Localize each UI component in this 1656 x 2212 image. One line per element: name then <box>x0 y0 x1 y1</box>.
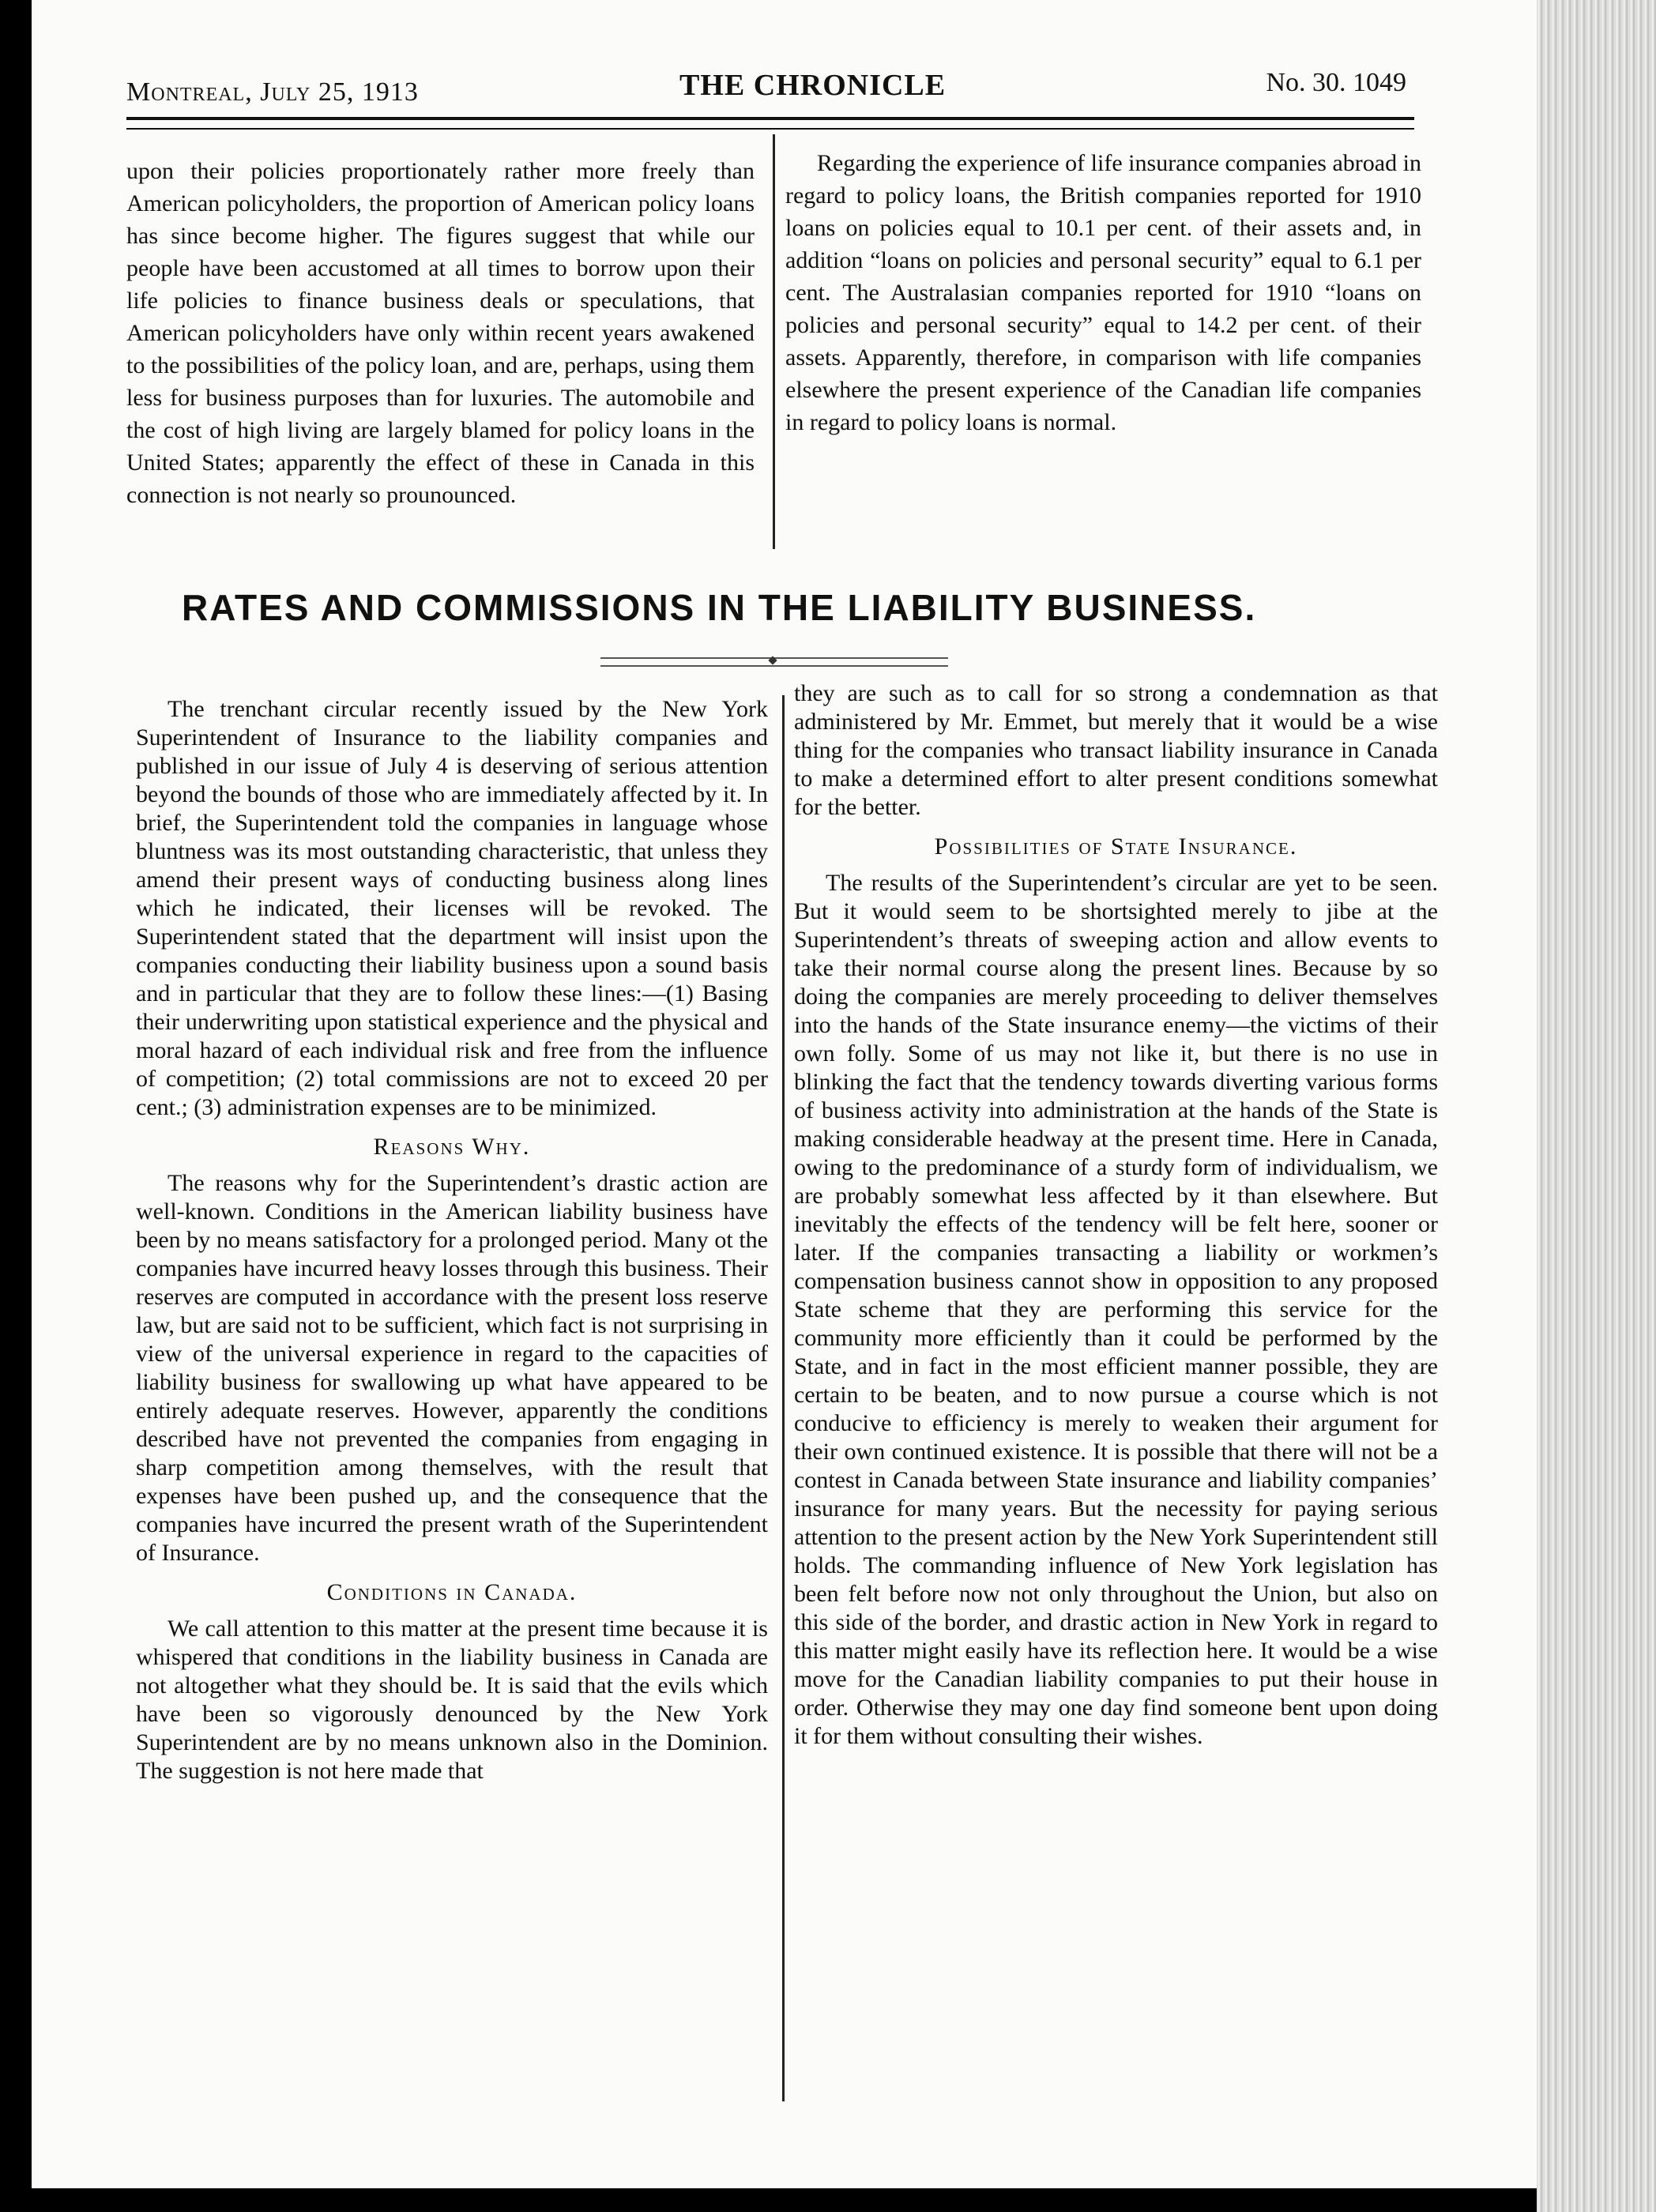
article-paragraph: they are such as to call for so strong a condemnation as that administered by Mr. Emmet, but merely that it would be a wise thing for the companies who transact liability insurance in Canada to make a determined effort to alter present conditions somewhat for the better. <box>794 680 1438 820</box>
article-paragraph: We call attention to this matter at the present time because it is whispered that conditions in the liability business in Canada are not altogether what they should be. It is said that the evils which have been so vigorously denounced by the New York Superintendent are by no means unknown also in the Dominion. The suggestion is not here made that <box>136 1616 768 1784</box>
article-paragraph: The results of the Superintendent’s circular are yet to be seen. But it would seem to be shortsighted merely to jibe at the Superintendent’s threats of sweeping action and allow events to take their normal course along the present lines. Because by so doing the companies are merely proceeding to deliver themselves into the hands of the State insurance enemy—the victims of their own folly. Some of us may not like it, but there is no use in blinking the fact that the tendency towards diverting various forms of business activity into administration at the hands of the State is making considerable headway at the present time. Here in Canada, owing to the predominance of a sturdy form of individualism, we are probably somewhat less affected by it than elsewhere. But inevitably the effects of the tendency will be felt here, sooner or later. If the companies transacting a liability or workmen’s compensation business cannot show in opposition to any proposed State scheme that they are performing this service for the community more efficiently than it could be performed by the State, and in fact in the most efficient manner possible, they are certain to be beaten, and to now pursue a course which is not conducive to efficiency is merely to weaken their argument for their own continued existence. It is possible that there will not be a contest in Canada between State insurance and liability companies’ insurance for many years. But the necessity for paying serious attention to the present action by the New York Superintendent still holds. The commanding influence of New York legislation has been felt before now not only throughout the Union, but also on this side of the border, and drastic action in New York in regard to this matter might easily have its reflection here. It would be a wise move for the Canadian liability companies to put their house in order. Otherwise they may one day find someone bent upon doing it for them without consulting their wishes. <box>794 870 1438 1749</box>
article-paragraph: The reasons why for the Superintendent’s drastic action are well-known. Conditions in the American liability business have been by no means satisfactory for a prolonged period. Many ot the companies have incurred heavy losses through this business. Their reserves are computed in accordance with the present loss reserve law, but are said not to be sufficient, which fact is not surprising in view of the universal experience in regard to the capacities of liability business for swallowing up what have appeared to be entirely adequate reserves. However, apparently the conditions described have not prevented the companies from engaging in sharp competition among themselves, with the result that expenses have been pushed up, and the consequence that the companies have incurred the present wrath of the Superintendent of Insurance. <box>136 1170 768 1566</box>
section-heading: Reasons Why. <box>373 1134 531 1160</box>
section-heading: Possibilities of State Insurance. <box>934 833 1298 860</box>
article-headline: RATES AND COMMISSIONS IN THE LIABILITY BUSINESS. <box>182 587 1257 628</box>
article-right-column <box>794 679 1438 1751</box>
scan-border-left <box>0 0 32 2212</box>
section-heading: Conditions in Canada. <box>326 1579 578 1605</box>
top-article-text-right: Regarding the experience of life insurance companies abroad in regard to policy loans, the British companies reported for 1910 loans on policies equal to 10.1 per cent. of their assets and, in addition “loans on policies and personal security” equal to 6.1 per cent. The Australasian companies reported for 1910 “loans on policies and personal security” equal to 14.2 per cent. of their assets. Apparently, therefore, in comparison with life companies elsewhere the present experience of the Canadian life companies in regard to policy loans is normal. <box>785 150 1421 435</box>
top-article-text-left: upon their policies proportionately rather more freely than American policyholders, the proportion of American policy loans has since become higher. The figures suggest that while our people have been accustomed at all times to borrow upon their life policies to finance business deals or speculations, that American policyholders have only within recent years awakened to the possibilities of the policy loan, and are, perhaps, using them less for business purposes than for luxuries. The automobile and the cost of high living are largely blamed for policy loans in the United States; apparently the effect of these in Canada in this connection is not nearly so prounounced. <box>126 158 755 508</box>
book-page-edges <box>1537 0 1656 2212</box>
issue-page-number: No. 30. 1049 <box>1266 68 1406 97</box>
top-column-rule <box>773 134 775 549</box>
running-header <box>95 63 1430 111</box>
article-column-rule <box>782 695 785 2101</box>
article-paragraph: The trenchant circular recently issued by the New York Superintendent of Insurance to the liability companies and published in our issue of July 4 is deserving of serious attention beyond the bounds of those who are immediately affected by it. In brief, the Superintendent told the companies in language whose bluntness was its most outstanding characteristic, that unless they amend their present ways of conducting business along lines which he indicated, their licenses will be revoked. The Superintendent stated that the department will insist upon the companies conducting their liability business upon a sound basis and in particular that they are to follow these lines:—(1) Basing their underwriting upon statistical experience and the physical and moral hazard of each individual risk and free from the influence of competition; (2) total commissions are not to exceed 20 per cent.; (3) administration expenses are to be minimized. <box>136 696 768 1120</box>
header-rule <box>126 117 1414 130</box>
dateline: Montreal, July 25, 1913 <box>126 77 419 107</box>
journal-title: THE CHRONICLE <box>679 69 947 102</box>
top-article-right-column <box>785 147 1421 438</box>
top-article-left-column <box>126 155 755 550</box>
headline-ornament-rule <box>600 657 948 667</box>
article-left-column <box>136 695 768 1785</box>
